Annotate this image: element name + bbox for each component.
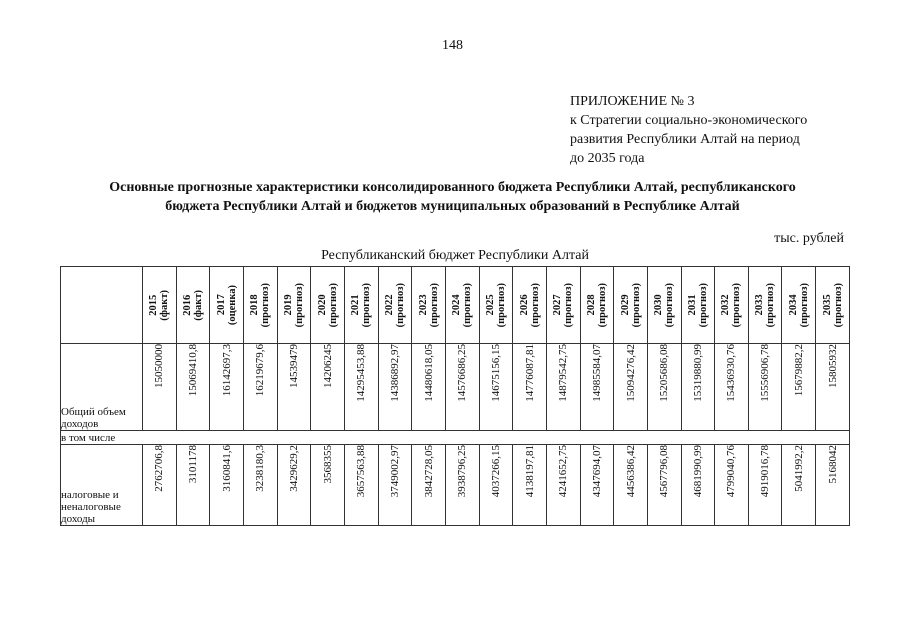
table-cell (681, 445, 715, 526)
tax-revenue-value: 4347694,07 (590, 445, 603, 498)
tax-revenue-value: 4919016,78 (759, 445, 772, 498)
year-header-cell (445, 267, 479, 344)
total-revenue-value: 15556906,78 (759, 344, 772, 402)
table-cell (243, 445, 277, 526)
tax-revenue-value: 4681990,99 (691, 445, 704, 498)
table-cell (143, 344, 177, 431)
total-revenue-value: 14675156,15 (489, 344, 502, 402)
year-header-cell (715, 267, 749, 344)
year-label: 2024 (451, 294, 463, 316)
table-cell (614, 445, 648, 526)
appendix-block (570, 92, 807, 168)
year-label: 2029 (619, 294, 631, 316)
year-header-cell (210, 267, 244, 344)
year-header-cell (243, 267, 277, 344)
year-label: 2019 (282, 294, 294, 316)
year-label: 2025 (484, 294, 496, 316)
document-title-line-1: Основные прогнозные характеристики консолидированного бюджета Республики Алтай, республиканского (109, 180, 796, 195)
table-cell (378, 344, 412, 431)
year-header-cell (176, 267, 210, 344)
year-note: (факт) (192, 289, 204, 321)
total-revenue-value: 15094276,42 (624, 344, 637, 402)
year-note: (прогноз) (630, 282, 642, 328)
year-note: (прогноз) (495, 282, 507, 328)
year-header-cell (748, 267, 782, 344)
year-note: (прогноз) (394, 282, 406, 328)
table-cell (513, 445, 547, 526)
tax-revenue-value: 3938796,25 (456, 445, 469, 498)
tax-revenue-value: 3749002,97 (388, 445, 401, 498)
total-revenue-value: 14206245 (321, 344, 334, 388)
tax-revenue-value: 3160841,6 (220, 445, 233, 492)
tax-revenue-value: 5168042 (826, 445, 839, 484)
year-label: 2035 (821, 294, 833, 316)
table-cell (715, 445, 749, 526)
table-cell (243, 344, 277, 431)
table-cell (580, 344, 614, 431)
year-note: (факт) (159, 289, 171, 321)
tax-revenue-value: 4037266,15 (489, 445, 502, 498)
year-note: (прогноз) (664, 282, 676, 328)
table-cell (681, 344, 715, 431)
document-title (60, 178, 845, 216)
year-note: (оценка) (226, 284, 238, 326)
year-label: 2031 (686, 294, 698, 316)
table-header-row (61, 267, 850, 344)
total-revenue-value: 14985584,07 (590, 344, 603, 402)
tax-revenue-value: 4138197,81 (523, 445, 536, 498)
tax-revenue-value: 3657563,88 (355, 445, 368, 498)
year-note: (прогноз) (428, 282, 440, 328)
year-label: 2034 (787, 294, 799, 316)
table-cell (479, 344, 513, 431)
table-cell (782, 344, 816, 431)
table-cell (748, 344, 782, 431)
year-note: (прогноз) (529, 282, 541, 328)
year-header-cell (412, 267, 446, 344)
total-revenue-value: 16219679,6 (254, 344, 267, 397)
tax-revenue-value: 3238180,3 (254, 445, 267, 492)
total-revenue-value: 15205686,08 (658, 344, 671, 402)
table-cell (546, 344, 580, 431)
year-label: 2015 (148, 294, 160, 316)
year-note: (прогноз) (462, 282, 474, 328)
year-label: 2023 (417, 294, 429, 316)
year-note: (прогноз) (596, 282, 608, 328)
appendix-line-3: развития Республики Алтай на период (570, 132, 800, 147)
year-note: (прогноз) (293, 282, 305, 328)
tax-revenue-value: 5041992,2 (792, 445, 805, 492)
year-note: (прогноз) (765, 282, 777, 328)
header-corner-cell (61, 267, 143, 344)
table-row-tax-revenue (61, 445, 850, 526)
year-header-cell (816, 267, 850, 344)
table-cell (546, 445, 580, 526)
budget-table (60, 266, 850, 526)
total-revenue-value: 14539479 (287, 344, 300, 388)
appendix-line-4: до 2035 года (570, 151, 645, 166)
table-cell (445, 445, 479, 526)
units-label: тыс. рублей (774, 231, 844, 246)
total-revenue-value: 14879542,75 (557, 344, 570, 402)
year-note: (прогноз) (731, 282, 743, 328)
row-label-tax-revenue: налоговые и неналоговые доходы (61, 445, 143, 526)
total-revenue-value: 15679882,2 (792, 344, 805, 397)
tax-revenue-value: 3101178 (186, 445, 199, 484)
table-cell (311, 344, 345, 431)
tax-revenue-value: 4799040,76 (725, 445, 738, 498)
table-cell (412, 344, 446, 431)
table-cell (445, 344, 479, 431)
table-cell (210, 445, 244, 526)
table-cell (176, 344, 210, 431)
year-note: (прогноз) (697, 282, 709, 328)
total-revenue-value: 15069410,8 (186, 344, 199, 397)
table-cell (513, 344, 547, 431)
year-header-cell (681, 267, 715, 344)
year-header-cell (647, 267, 681, 344)
table-row-including (61, 431, 850, 445)
table-cell (816, 445, 850, 526)
row-label-including: в том числе (61, 431, 850, 445)
year-label: 2022 (383, 294, 395, 316)
tax-revenue-value: 4241652,75 (557, 445, 570, 498)
tax-revenue-value: 3842728,05 (422, 445, 435, 498)
year-note: (прогноз) (563, 282, 575, 328)
table-cell (277, 445, 311, 526)
table-cell (614, 344, 648, 431)
table-cell (580, 445, 614, 526)
year-label: 2033 (754, 294, 766, 316)
table-cell (647, 344, 681, 431)
tax-revenue-value: 3568355 (321, 445, 334, 484)
year-header-cell (546, 267, 580, 344)
table-cell (782, 445, 816, 526)
table-cell (715, 344, 749, 431)
year-header-cell (614, 267, 648, 344)
year-header-cell (580, 267, 614, 344)
total-revenue-value: 15805932 (826, 344, 839, 388)
year-label: 2018 (249, 294, 261, 316)
tax-revenue-value: 4567796,08 (658, 445, 671, 498)
table-cell (311, 445, 345, 526)
tax-revenue-value: 3429629,2 (287, 445, 300, 492)
year-label: 2017 (215, 294, 227, 316)
table-cell (143, 445, 177, 526)
year-header-cell (277, 267, 311, 344)
year-label: 2027 (552, 294, 564, 316)
tax-revenue-value: 4456386,42 (624, 445, 637, 498)
year-label: 2016 (181, 294, 193, 316)
year-header-cell (782, 267, 816, 344)
total-revenue-value: 15319880,99 (691, 344, 704, 402)
year-note: (прогноз) (832, 282, 844, 328)
table-cell (647, 445, 681, 526)
table-cell (176, 445, 210, 526)
year-header-cell (479, 267, 513, 344)
year-note: (прогноз) (260, 282, 272, 328)
year-note: (прогноз) (798, 282, 810, 328)
appendix-line-1: ПРИЛОЖЕНИЕ № 3 (570, 94, 695, 109)
year-label: 2020 (316, 294, 328, 316)
year-header-cell (344, 267, 378, 344)
year-label: 2028 (585, 294, 597, 316)
tax-revenue-value: 2762706,8 (153, 445, 166, 492)
year-label: 2030 (653, 294, 665, 316)
table-cell (344, 445, 378, 526)
year-header-cell (378, 267, 412, 344)
table-cell (816, 344, 850, 431)
year-header-cell (143, 267, 177, 344)
page-number: 148 (442, 38, 463, 53)
table-cell (748, 445, 782, 526)
year-header-cell (311, 267, 345, 344)
total-revenue-value: 14480618,05 (422, 344, 435, 402)
total-revenue-value: 14386892,97 (388, 344, 401, 402)
year-label: 2032 (720, 294, 732, 316)
document-title-line-2: бюджета Республики Алтай и бюджетов муниципальных образований в Республике Алтай (165, 199, 740, 214)
total-revenue-value: 16142697,3 (220, 344, 233, 397)
year-label: 2026 (518, 294, 530, 316)
table-cell (344, 344, 378, 431)
total-revenue-value: 15050000 (153, 344, 166, 388)
year-header-cell (513, 267, 547, 344)
table-caption: Республиканский бюджет Республики Алтай (321, 248, 589, 263)
year-note: (прогноз) (327, 282, 339, 328)
table-cell (412, 445, 446, 526)
appendix-line-2: к Стратегии социально-экономического (570, 113, 808, 128)
row-label-total-revenue: Общий объем доходов (61, 344, 143, 431)
table-row-total-revenue (61, 344, 850, 431)
total-revenue-value: 14576686,25 (456, 344, 469, 402)
table-cell (210, 344, 244, 431)
total-revenue-value: 15436930,76 (725, 344, 738, 402)
year-label: 2021 (350, 294, 362, 316)
total-revenue-value: 14776087,81 (523, 344, 536, 402)
table-cell (378, 445, 412, 526)
year-note: (прогноз) (361, 282, 373, 328)
table-cell (479, 445, 513, 526)
total-revenue-value: 14295453,88 (355, 344, 368, 402)
table-cell (277, 344, 311, 431)
